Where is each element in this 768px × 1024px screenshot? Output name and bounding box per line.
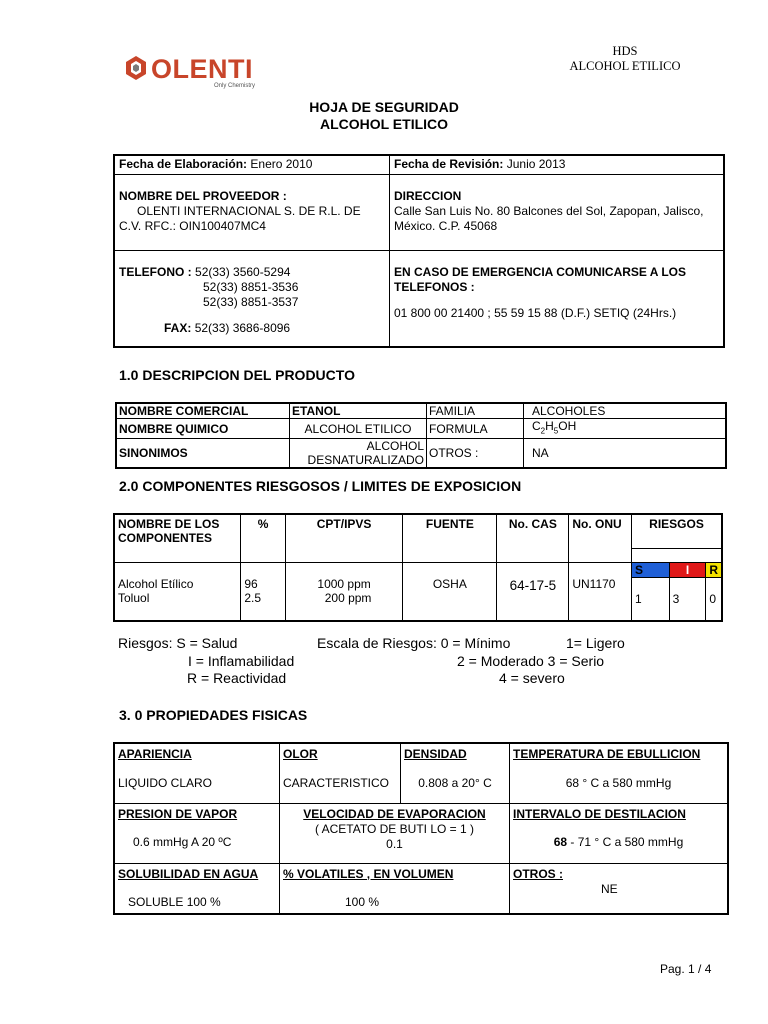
logo-text: OLENTI: [151, 54, 253, 84]
risk-r-header: R: [706, 562, 722, 577]
formula-label: FORMULA: [427, 419, 524, 439]
telefono-2: 52(33) 8851-3536: [203, 279, 299, 294]
fax-label: FAX:: [164, 320, 192, 335]
cas-cell: 64-17-5: [497, 562, 569, 621]
ebullicion-label: TEMPERATURA DE EBULLICION: [513, 747, 701, 761]
cpt-header: CPT/IPVS: [285, 514, 403, 562]
document-title: [0, 99, 768, 133]
fecha-elaboracion-cell: [114, 155, 390, 174]
telefono-3: 52(33) 8851-3537: [203, 294, 299, 309]
proveedor-value: OLENTI INTERNACIONAL S. DE R.L. DE C.V. RFC.: OIN100407MC4: [119, 203, 361, 233]
fecha-rev-value: Junio 2013: [506, 157, 566, 171]
title-line-2: ALCOHOL ETILICO: [319, 116, 449, 132]
presion-value: 0.6 mmHg A 20 ºC: [133, 834, 232, 849]
componentes-header: NOMBRE DE LOS COMPONENTES: [114, 514, 241, 562]
risk-i-value: 3: [669, 577, 706, 621]
evaporacion-label: VELOCIDAD DE EVAPORACION: [303, 806, 486, 821]
apariencia-label: APARIENCIA: [118, 747, 192, 761]
olor-value: CARACTERISTICO: [283, 776, 390, 790]
sinonimos-label: SINONIMOS: [116, 439, 290, 469]
familia-label: FAMILIA: [427, 403, 524, 419]
risk-s-value: 1: [632, 577, 670, 621]
telefono-cell: [114, 250, 390, 347]
formula-value: $C_2H_5OH$: [524, 419, 727, 439]
otros-props-cell: [510, 863, 729, 914]
legend-escala-1: 1= Ligero: [566, 635, 625, 651]
cpt-2: 200 ppm: [324, 590, 372, 605]
telefono-1: 52(33) 3560-5294: [195, 264, 291, 279]
component-2: Toluol: [118, 590, 150, 605]
riesgos-header: RIESGOS: [632, 514, 723, 548]
page-number: Pag. 1 / 4: [660, 962, 712, 976]
fax-value: 52(33) 3686-8096: [194, 320, 291, 335]
legend-escala-0: Escala de Riesgos: 0 = Mínimo: [317, 635, 511, 651]
otros-label: OTROS :: [427, 439, 524, 469]
nombre-comercial-label: NOMBRE COMERCIAL: [116, 403, 290, 419]
apariencia-cell: [114, 743, 280, 803]
risk-legend: [118, 635, 718, 689]
solubilidad-value: SOLUBLE 100 %: [128, 894, 221, 909]
hds-code: HDS: [612, 44, 638, 58]
supplier-info-table: [113, 154, 725, 348]
olor-label: OLOR: [283, 747, 318, 761]
volatiles-value: 100 %: [345, 894, 380, 909]
solubilidad-label: SOLUBILIDAD EN AGUA: [118, 866, 259, 881]
volatiles-label: % VOLATILES , EN VOLUMEN: [283, 866, 454, 881]
densidad-value: 0.808 a 20° C: [418, 776, 492, 790]
product-description-table: [115, 402, 727, 469]
destilacion-label: INTERVALO DE DESTILACION: [513, 806, 686, 821]
risk-s-header: S: [632, 562, 670, 577]
legend-salud: Riesgos: S = Salud: [118, 635, 238, 651]
proveedor-label: NOMBRE DEL PROVEEDOR :: [119, 188, 287, 203]
evaporacion-sub: ( ACETATO DE BUTI LO = 1 ): [314, 821, 475, 836]
direccion-cell: [390, 174, 725, 250]
evaporacion-cell: [280, 803, 510, 863]
otros-props-value: NE: [601, 881, 618, 896]
densidad-cell: [401, 743, 510, 803]
title-line-1: HOJA DE SEGURIDAD: [309, 99, 459, 115]
cas-header: No. CAS: [497, 514, 569, 562]
risk-i-header: I: [669, 562, 706, 577]
presion-label: PRESION DE VAPOR: [118, 806, 238, 821]
ebullicion-value: 68 ° C a 580 mmHg: [565, 776, 672, 790]
logo-mark-icon: [124, 55, 148, 81]
cpt-cell: [285, 562, 403, 621]
document-code: [540, 44, 710, 74]
fuente-header: FUENTE: [403, 514, 497, 562]
ebullicion-cell: [510, 743, 729, 803]
components-table: [113, 513, 723, 622]
percent-1: 96: [244, 576, 258, 591]
section-1-title: 1.0 DESCRIPCION DEL PRODUCTO: [119, 367, 355, 383]
hds-product: ALCOHOL ETILICO: [569, 59, 681, 73]
destilacion-start: 68: [553, 834, 568, 849]
destilacion-value: - 71 ° C a 580 mmHg: [570, 834, 684, 849]
component-1: Alcohol Etílico: [118, 576, 194, 591]
proveedor-cell: [114, 174, 390, 250]
direccion-label: DIRECCION: [394, 188, 462, 203]
section-2-title: 2.0 COMPONENTES RIESGOSOS / LIMITES DE EXPOSICION: [119, 478, 522, 494]
fuente-cell: OSHA: [403, 562, 497, 621]
fecha-rev-label: Fecha de Revisión:: [394, 157, 504, 171]
otros-value: NA: [524, 439, 727, 469]
percent-2: 2.5: [244, 590, 262, 605]
nombre-quimico-label: NOMBRE QUIMICO: [116, 419, 290, 439]
emergencia-value: 01 800 00 21400 ; 55 59 15 88 (D.F.) SETIQ (24Hrs.): [394, 305, 677, 320]
emergencia-label: EN CASO DE EMERGENCIA COMUNICARSE A LOS TELEFONOS :: [394, 264, 687, 294]
legend-escala-4: 4 = severo: [499, 670, 565, 686]
logo-tagline: Only Chemistry: [214, 83, 256, 89]
familia-value: ALCOHOLES: [524, 403, 727, 419]
onu-cell: UN1170: [569, 562, 632, 621]
nombre-comercial-value: ETANOL: [290, 403, 427, 419]
direccion-value: Calle San Luis No. 80 Balcones del Sol, Zapopan, Jalisco, México. C.P. 45068: [394, 203, 704, 233]
cpt-1: 1000 ppm: [317, 576, 371, 591]
emergencia-cell: [390, 250, 725, 347]
olenti-logo: [124, 52, 264, 94]
solubilidad-cell: [114, 863, 280, 914]
fecha-elab-value: Enero 2010: [250, 157, 313, 171]
evaporacion-value: 0.1: [386, 836, 403, 851]
nombre-quimico-value: ALCOHOL ETILICO: [290, 419, 427, 439]
sinonimos-value: ALCOHOL DESNATURALIZADO: [290, 439, 427, 469]
olor-cell: [280, 743, 401, 803]
legend-reactividad: R = Reactividad: [187, 670, 287, 686]
section-3-title: 3. 0 PROPIEDADES FISICAS: [119, 707, 308, 723]
legend-inflamabilidad: I = Inflamabilidad: [188, 652, 295, 669]
apariencia-value: LIQUIDO CLARO: [118, 776, 213, 790]
componentes-cell: [114, 562, 241, 621]
fecha-revision-cell: [390, 155, 725, 174]
percent-cell: [241, 562, 285, 621]
fecha-elab-label: Fecha de Elaboración:: [119, 157, 248, 171]
densidad-label: DENSIDAD: [404, 747, 467, 761]
telefono-label: TELEFONO :: [119, 264, 192, 279]
onu-header: No. ONU: [569, 514, 632, 562]
otros-props-label: OTROS :: [513, 866, 563, 881]
legend-escala-2-3: 2 = Moderado 3 = Serio: [457, 652, 605, 669]
risk-r-value: 0: [706, 577, 722, 621]
presion-cell: [114, 803, 280, 863]
destilacion-cell: [510, 803, 729, 863]
physical-properties-table: [113, 742, 729, 915]
volatiles-cell: [280, 863, 510, 914]
percent-header: %: [241, 514, 285, 562]
